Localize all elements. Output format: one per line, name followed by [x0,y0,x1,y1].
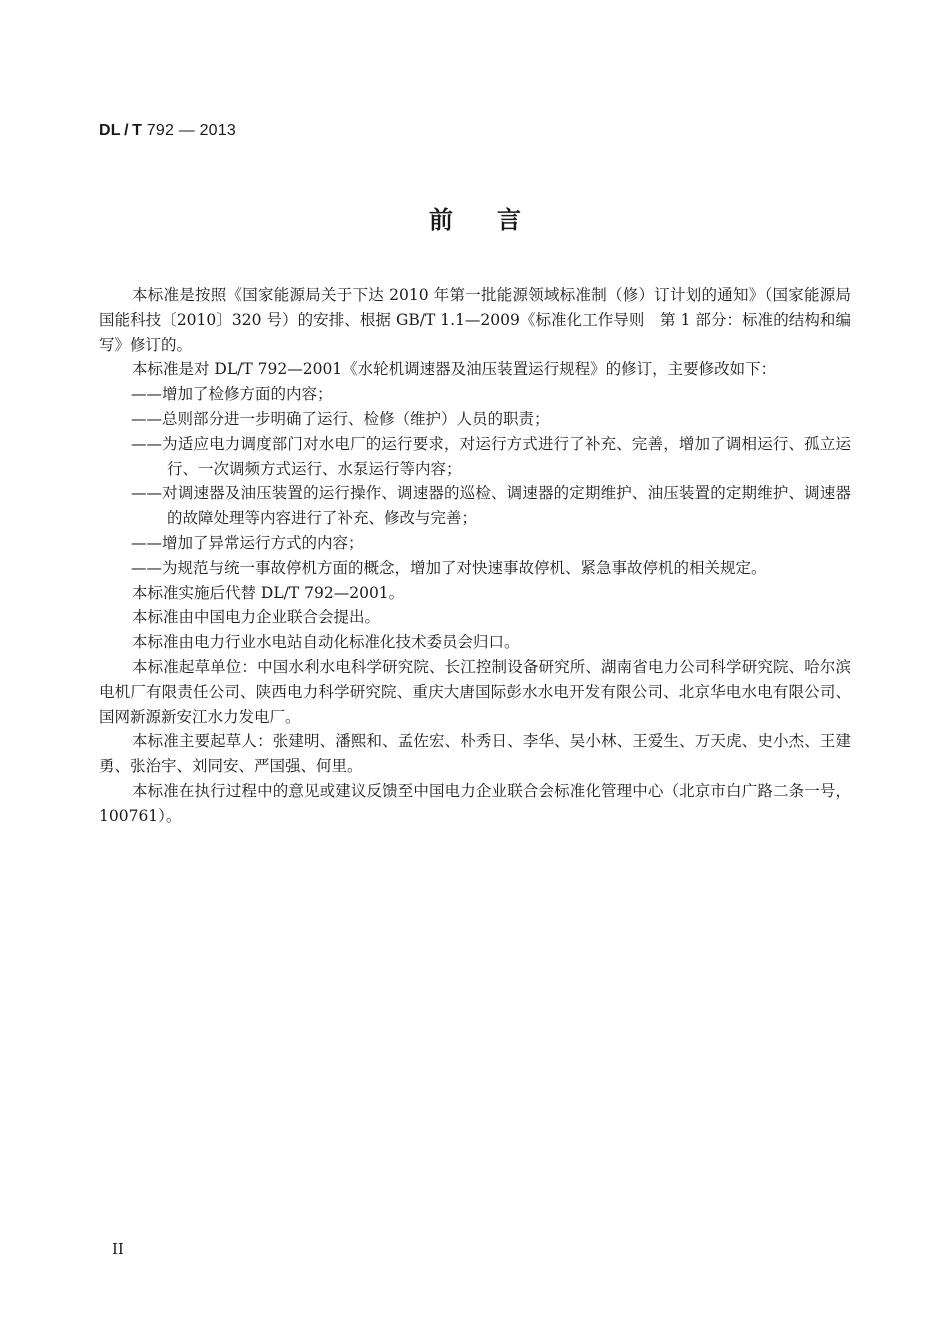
change-list-item: ——对调速器及油压装置的运行操作、调速器的巡检、调速器的定期维护、油压装置的定期维护、调速器的故障处理等内容进行了补充、修改与完善； [131,484,851,528]
paragraph-proposed-by: 本标准由中国电力企业联合会提出。 [132,608,381,627]
paragraph-managed-by: 本标准由电力行业水电站自动化标准化技术委员会归口。 [132,633,520,652]
page-title: 前言 [429,206,565,234]
document-code-prefix: DL / T [99,122,143,139]
change-list-item: ——为适应电力调度部门对水电厂的运行要求，对运行方式进行了补充、完善，增加了调相运行、孤立运行、一次调频方式运行、水泵运行等内容； [131,434,851,478]
paragraph-feedback: 本标准在执行过程中的意见或建议反馈至中国电力企业联合会标准化管理中心（北京市白广路二条一号，100761）。 [99,781,851,825]
change-list-item: ——增加了检修方面的内容； [131,385,333,404]
paragraph-replaces: 本标准实施后代替 DL/T 792—2001。 [132,583,405,602]
paragraph-drafting-units: 本标准起草单位：中国水利水电科学研究院、长江控制设备研究所、湖南省电力公司科学研究院、哈尔滨电机厂有限责任公司、陕西电力科学研究院、重庆大唐国际彭水水电开发有限公司、北京华电水电有限公司、国网新源新安江水力发电厂。 [99,657,851,726]
paragraph-revision-intro: 本标准是对 DL/T 792—2001《水轮机调速器及油压装置运行规程》的修订，主要修改如下： [132,360,777,379]
document-code-header [99,122,236,140]
foreword-body [99,283,851,829]
change-list-item: ——总则部分进一步明确了运行、检修（维护）人员的职责； [131,409,550,428]
document-code-number: 792 — 2013 [142,122,236,139]
paragraph-basis: 本标准是按照《国家能源局关于下达 2010 年第一批能源领域标准制（修）订计划的通知》（国家能源局国能科技〔2010〕320 号）的安排、根据 GB/T 1.1—2009《标准化工作导则 第 1 部分：标准的结构和编写》修订的。 [99,286,851,354]
page-number: II [112,1240,124,1258]
paragraph-drafters: 本标准主要起草人：张建明、潘熙和、孟佐宏、朴秀日、李华、吴小林、王爱生、万天虎、史小杰、王建勇、张治宇、刘同安、严国强、何里。 [99,732,851,776]
change-list-item: ——增加了异常运行方式的内容； [131,533,364,552]
change-list-item: ——为规范与统一事故停机方面的概念，增加了对快速事故停机、紧急事故停机的相关规定。 [131,558,767,577]
